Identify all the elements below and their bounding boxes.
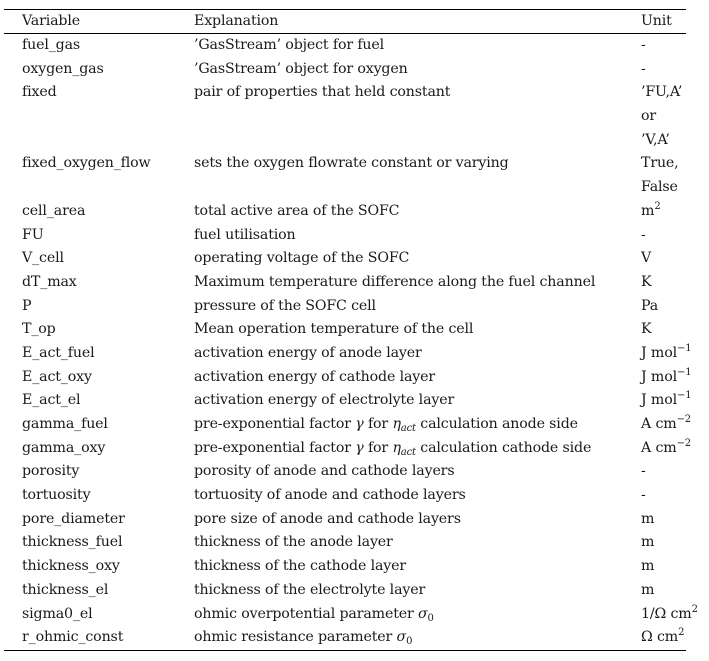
table-row [4, 579, 686, 603]
variables-table [4, 9, 698, 651]
math-symbol: η [392, 439, 401, 456]
unit-cell [641, 295, 658, 319]
explanation-cell [194, 603, 434, 627]
variable-cell: oxygen_gas [22, 60, 104, 77]
table-row [4, 437, 692, 461]
variable-cell: E_act_el [22, 392, 81, 409]
table-row [4, 342, 692, 366]
table-row [4, 484, 686, 508]
table-row [4, 129, 686, 153]
variable-cell: sigma0_el [22, 605, 93, 622]
explanation-text: pre-exponential factor [194, 416, 356, 432]
table-row [4, 247, 686, 271]
variable-cell: E_act_fuel [22, 344, 95, 361]
variable-cell: fixed [22, 84, 57, 101]
table-row [4, 413, 692, 437]
explanation-cell: activation energy of electrolyte layer [194, 392, 455, 409]
unit-text: J mol [641, 368, 677, 385]
unit-cell [641, 413, 691, 437]
math-symbol: 0 [427, 612, 434, 624]
unit-cell [641, 176, 678, 200]
unit-text: True, [641, 155, 679, 172]
table-row [4, 34, 686, 58]
table-row [4, 366, 692, 390]
math-symbol: σ [396, 629, 407, 646]
table-row [4, 626, 686, 650]
math-symbol: γ [355, 439, 364, 456]
explanation-text: pre-exponential factor [194, 439, 356, 456]
explanation-cell: operating voltage of the SOFC [194, 250, 410, 267]
explanation-cell: activation energy of cathode layer [194, 368, 436, 385]
variable-cell: E_act_oxy [22, 368, 92, 385]
table-header-row [4, 10, 686, 33]
table-row [4, 318, 686, 342]
table-row [4, 200, 686, 224]
math-symbol: γ [355, 416, 364, 432]
variable-cell: V_cell [22, 250, 64, 267]
table-row [4, 81, 686, 105]
unit-cell [641, 555, 654, 579]
unit-cell [641, 34, 646, 58]
table-row [4, 389, 692, 413]
unit-cell [641, 271, 651, 295]
table-bottom-rule [4, 650, 686, 651]
explanation-cell: tortuosity of anode and cathode layers [194, 487, 466, 504]
explanation-cell: sets the oxygen flowrate constant or varying [194, 155, 509, 172]
unit-text: or [641, 108, 657, 125]
explanation-cell: total active area of the SOFC [194, 202, 400, 219]
math-symbol: η [392, 416, 401, 432]
unit-cell [641, 626, 684, 650]
unit-text: False [641, 179, 678, 196]
math-symbol: 0 [406, 636, 413, 648]
unit-cell [641, 318, 651, 342]
explanation-cell: fuel utilisation [194, 226, 296, 243]
unit-cell [641, 224, 646, 248]
unit-text: m [641, 510, 655, 527]
math-symbol: act [400, 446, 416, 458]
unit-cell [641, 508, 654, 532]
variable-cell: porosity [22, 463, 80, 480]
variable-cell: gamma_oxy [22, 439, 106, 456]
table-row [4, 105, 686, 129]
unit-exponent: −2 [676, 414, 692, 425]
explanation-text: for [363, 416, 393, 432]
table-row [4, 460, 686, 484]
table-row [4, 176, 686, 200]
unit-cell [641, 152, 679, 176]
unit-exponent: 2 [691, 603, 698, 615]
unit-text: ’V,A’ [641, 131, 670, 148]
table-row [4, 295, 686, 319]
variable-cell: gamma_fuel [22, 416, 108, 432]
variable-cell: fuel_gas [22, 37, 81, 53]
header-explanation: Explanation [194, 13, 279, 29]
unit-exponent: −1 [676, 366, 692, 378]
unit-text: Ω cm [641, 629, 679, 646]
variable-cell: T_op [22, 321, 56, 338]
unit-exponent: −1 [676, 390, 692, 402]
explanation-cell [194, 413, 578, 437]
unit-cell [641, 437, 691, 461]
explanation-cell: Maximum temperature difference along the fuel channel [194, 273, 596, 290]
unit-text: V [641, 250, 652, 267]
unit-exponent: −1 [676, 342, 692, 354]
math-symbol: act [400, 423, 416, 434]
unit-cell [641, 247, 651, 271]
unit-text: ’FU,A’ [641, 84, 683, 101]
explanation-text: for [363, 439, 393, 456]
unit-cell [641, 579, 654, 603]
unit-text: - [641, 37, 646, 53]
unit-text: 1/Ω cm [641, 605, 692, 622]
table-row [4, 271, 686, 295]
unit-text: J mol [641, 344, 677, 361]
explanation-cell: pair of properties that held constant [194, 84, 451, 101]
explanation-cell [194, 626, 412, 650]
explanation-cell: Mean operation temperature of the cell [194, 321, 474, 338]
variable-cell: FU [22, 226, 44, 243]
explanation-cell: ’GasStream’ object for oxygen [194, 60, 408, 77]
variable-cell: tortuosity [22, 487, 91, 504]
explanation-text: ohmic resistance parameter [194, 629, 397, 646]
unit-cell [641, 603, 698, 627]
explanation-text: ohmic overpotential parameter [194, 605, 418, 622]
unit-exponent: 2 [678, 627, 685, 639]
unit-text: A cm [641, 439, 677, 456]
unit-text: m [641, 534, 655, 551]
unit-cell [641, 389, 691, 413]
explanation-cell: pore size of anode and cathode layers [194, 510, 461, 527]
explanation-cell: pressure of the SOFC cell [194, 297, 376, 314]
explanation-cell: thickness of the anode layer [194, 534, 393, 551]
unit-text: m [641, 581, 655, 598]
math-symbol: σ [417, 605, 428, 622]
table-body [4, 34, 698, 650]
unit-text: - [641, 487, 646, 504]
header-variable: Variable [22, 13, 80, 29]
table-row [4, 508, 686, 532]
variable-cell: P [22, 297, 32, 314]
explanation-cell: activation energy of anode layer [194, 344, 422, 361]
variable-cell: thickness_el [22, 581, 109, 598]
explanation-text: calculation anode side [415, 416, 578, 432]
variable-cell: thickness_oxy [22, 558, 120, 575]
unit-exponent: −2 [676, 437, 692, 449]
unit-cell [641, 129, 670, 153]
explanation-text: calculation cathode side [415, 439, 592, 456]
unit-text: - [641, 463, 646, 480]
unit-text: Pa [641, 297, 659, 314]
variable-cell: pore_diameter [22, 510, 125, 527]
unit-cell [641, 342, 691, 366]
variable-cell: cell_area [22, 202, 86, 219]
header-unit: Unit [641, 13, 672, 29]
unit-text: m [641, 202, 655, 219]
explanation-cell [194, 437, 591, 461]
unit-exponent: 2 [654, 200, 661, 212]
table-row [4, 531, 686, 555]
explanation-cell: porosity of anode and cathode layers [194, 463, 455, 480]
unit-text: K [641, 321, 652, 338]
table-row [4, 224, 686, 248]
table-row [4, 555, 686, 579]
explanation-cell: ’GasStream’ object for fuel [194, 37, 385, 53]
unit-text: A cm [641, 416, 677, 432]
unit-text: J mol [641, 392, 677, 409]
unit-text: - [641, 226, 646, 243]
unit-cell [641, 460, 646, 484]
unit-text: m [641, 558, 655, 575]
explanation-cell: thickness of the cathode layer [194, 558, 407, 575]
unit-cell [641, 484, 646, 508]
variable-cell: dT_max [22, 273, 77, 290]
table-row [4, 152, 686, 176]
unit-cell [641, 200, 661, 224]
unit-cell [641, 105, 656, 129]
unit-cell [641, 58, 646, 82]
variable-cell: thickness_fuel [22, 534, 123, 551]
table-row [4, 603, 698, 627]
explanation-cell: thickness of the electrolyte layer [194, 581, 426, 598]
table-row [4, 58, 686, 82]
variable-cell: fixed_oxygen_flow [22, 155, 151, 172]
variable-cell: r_ohmic_const [22, 629, 124, 646]
unit-text: - [641, 60, 646, 77]
unit-cell [641, 531, 654, 555]
unit-cell [641, 366, 691, 390]
unit-text: K [641, 273, 652, 290]
unit-cell [641, 81, 682, 105]
